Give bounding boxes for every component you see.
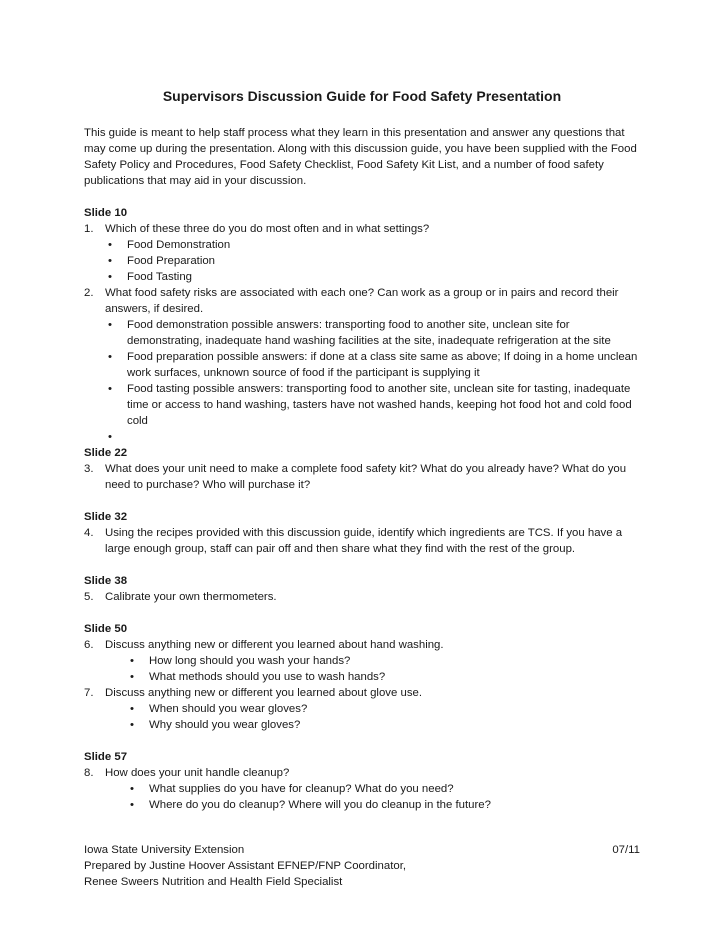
slide-heading: Slide 50 [84, 623, 128, 635]
slide-22-section [84, 445, 640, 493]
question-text: Using the recipes provided with this discussion guide, identify which ingredients are TCS. If you have a large enough group, staff can pair off and then share what they find with the rest of the group. [105, 527, 623, 555]
bullet-icon: • [108, 255, 112, 267]
page-footer [84, 842, 640, 890]
question-text: What does your unit need to make a complete food safety kit? What do you already have? What do you need to purchase? Who will purchase it? [105, 463, 627, 491]
bullet-icon: • [130, 783, 134, 795]
list-item: • What supplies do you have for cleanup? What do you need? [127, 781, 640, 797]
slide-57-section [84, 749, 640, 813]
list-item: • Where do you do cleanup? Where will you do cleanup in the future? [127, 797, 640, 813]
list-item [105, 429, 640, 445]
question-number: 7. [84, 687, 94, 699]
question-text: Calibrate your own thermometers. [105, 591, 277, 603]
list-item: • When should you wear gloves? [127, 701, 640, 717]
bullet-list [105, 317, 640, 445]
question-text: Discuss anything new or different you learned about hand washing. [105, 639, 444, 651]
slide-10-section [84, 205, 640, 445]
bullet-icon: • [130, 671, 134, 683]
question-3 [84, 461, 640, 493]
list-item: • How long should you wash your hands? [127, 653, 640, 669]
question-7 [84, 685, 640, 701]
list-item: • Food demonstration possible answers: transporting food to another site, unclean site for demonstrating, inadequate hand washing facilities at the site, inadequate refrigeration at the site [105, 317, 640, 349]
question-number: 8. [84, 767, 94, 779]
question-1 [84, 221, 640, 237]
question-number: 6. [84, 639, 94, 651]
slide-heading: Slide 38 [84, 575, 128, 587]
list-item: • Food tasting possible answers: transporting food to another site, unclean site for tasting, inadequate time or access to hand washing, tasters have not washed hands, keeping hot food hot and cold food cold [105, 381, 640, 429]
intro-paragraph: This guide is meant to help staff process what they learn in this presentation and answer any questions that may come up during the presentation. Along with this discussion guide, you have been supplied with the Food Safety Policy and Procedures, Food Safety Checklist, Food Safety Kit List, and a number of food safety publications that may aid in your discussion. [84, 127, 637, 187]
question-number: 1. [84, 223, 94, 235]
bullet-icon: • [130, 655, 134, 667]
list-item: • Food Demonstration [105, 237, 640, 253]
question-2 [84, 285, 640, 317]
question-text: What food safety risks are associated with each one? Can work as a group or in pairs and record their answers, if desired. [105, 287, 619, 315]
slide-heading: Slide 10 [84, 207, 128, 219]
footer-specialist: Renee Sweers Nutrition and Health Field Specialist [84, 876, 343, 888]
question-text: Which of these three do you do most often and in what settings? [105, 223, 430, 235]
bullet-icon: • [108, 431, 112, 443]
bullet-icon: • [108, 383, 112, 395]
question-text: How does your unit handle cleanup? [105, 767, 290, 779]
question-6 [84, 637, 640, 653]
bullet-icon: • [108, 319, 112, 331]
slide-50-section [84, 621, 640, 733]
question-4 [84, 525, 640, 557]
slide-heading: Slide 32 [84, 511, 128, 523]
footer-prepared-by: Prepared by Justine Hoover Assistant EFNEP/FNP Coordinator, [84, 860, 407, 872]
question-8 [84, 765, 640, 781]
bullet-icon: • [130, 719, 134, 731]
bullet-icon: • [108, 239, 112, 251]
slide-32-section [84, 509, 640, 557]
question-number: 5. [84, 591, 94, 603]
question-5 [84, 589, 640, 605]
question-number: 2. [84, 287, 94, 299]
page-title: Supervisors Discussion Guide for Food Safety Presentation [162, 88, 562, 104]
slide-heading: Slide 57 [84, 751, 128, 763]
list-item: • Why should you wear gloves? [127, 717, 640, 733]
list-item: • What methods should you use to wash hands? [127, 669, 640, 685]
bullet-icon: • [108, 271, 112, 283]
footer-organization: Iowa State University Extension [84, 844, 245, 856]
bullet-icon: • [108, 351, 112, 363]
list-item: • Food Preparation [105, 253, 640, 269]
list-item: • Food preparation possible answers: if done at a class site same as above; If doing in a home unclean work surfaces, unknown source of food if the participant is supplying it [105, 349, 640, 381]
slide-38-section [84, 573, 640, 605]
bullet-icon: • [130, 799, 134, 811]
slide-heading: Slide 22 [84, 447, 128, 459]
bullet-list [127, 781, 640, 813]
question-text: Discuss anything new or different you learned about glove use. [105, 687, 423, 699]
bullet-list [105, 237, 640, 285]
list-item: • Food Tasting [105, 269, 640, 285]
question-number: 4. [84, 527, 94, 539]
bullet-list [127, 701, 640, 733]
bullet-icon: • [130, 703, 134, 715]
question-number: 3. [84, 463, 94, 475]
bullet-list [127, 653, 640, 685]
footer-date: 07/11 [612, 844, 640, 856]
